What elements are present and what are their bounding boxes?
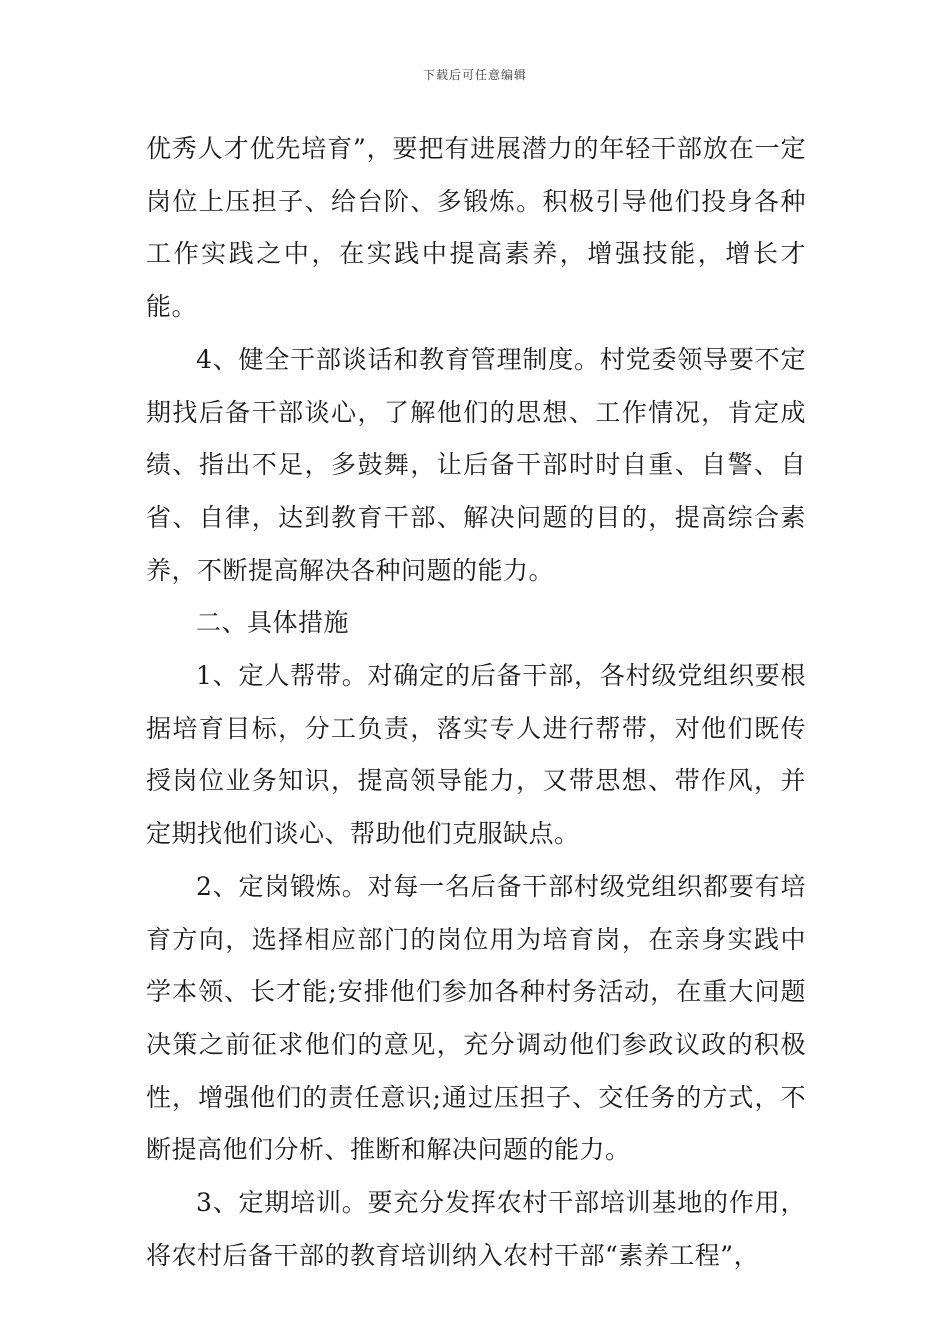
document-body bbox=[146, 123, 806, 1282]
section-heading-measures: 二、具体措施 bbox=[196, 608, 350, 638]
paragraph-measure-2: 2、定岗锻炼。对每一名后备干部村级党组织都要有培育方向，选择相应部门的岗位用为培育岗，在亲身实践中学本领、长才能;安排他们参加各种村务活动，在重大问题决策之前征求他们的意见，充分调动他们参政议政的积极性，增强他们的责任意识;通过压担子、交任务的方式，不断提高他们分析、推断和解决问题的能力。 bbox=[146, 871, 806, 1165]
paragraph-continuation: 优秀人才优先培育”，要把有进展潜力的年轻干部放在一定岗位上压担子、给台阶、多锻炼。积极引导他们投身各种工作实践之中，在实践中提高素养，增强技能，增长才能。 bbox=[146, 134, 806, 322]
paragraph-measure-1: 1、定人帮带。对确定的后备干部，各村级党组织要根据培育目标，分工负责，落实专人进行帮带，对他们既传授岗位业务知识，提高领导能力，又带思想、带作风，并定期找他们谈心、帮助他们克服缺点。 bbox=[146, 661, 806, 849]
paragraph-measure-3: 3、定期培训。要充分发挥农村干部培训基地的作用，将农村后备干部的教育培训纳入农村干部“素养工程”， bbox=[146, 1188, 806, 1270]
paragraph-item-4: 4、健全干部谈话和教育管理制度。村党委领导要不定期找后备干部谈心，了解他们的思想、工作情况，肯定成绩、指出不足，多鼓舞，让后备干部时时自重、自警、自省、自律，达到教育干部、解决问题的目的，提高综合素养，不断提高解决各种问题的能力。 bbox=[146, 344, 806, 585]
page-header-note: 下载后可任意编辑 bbox=[422, 68, 527, 82]
